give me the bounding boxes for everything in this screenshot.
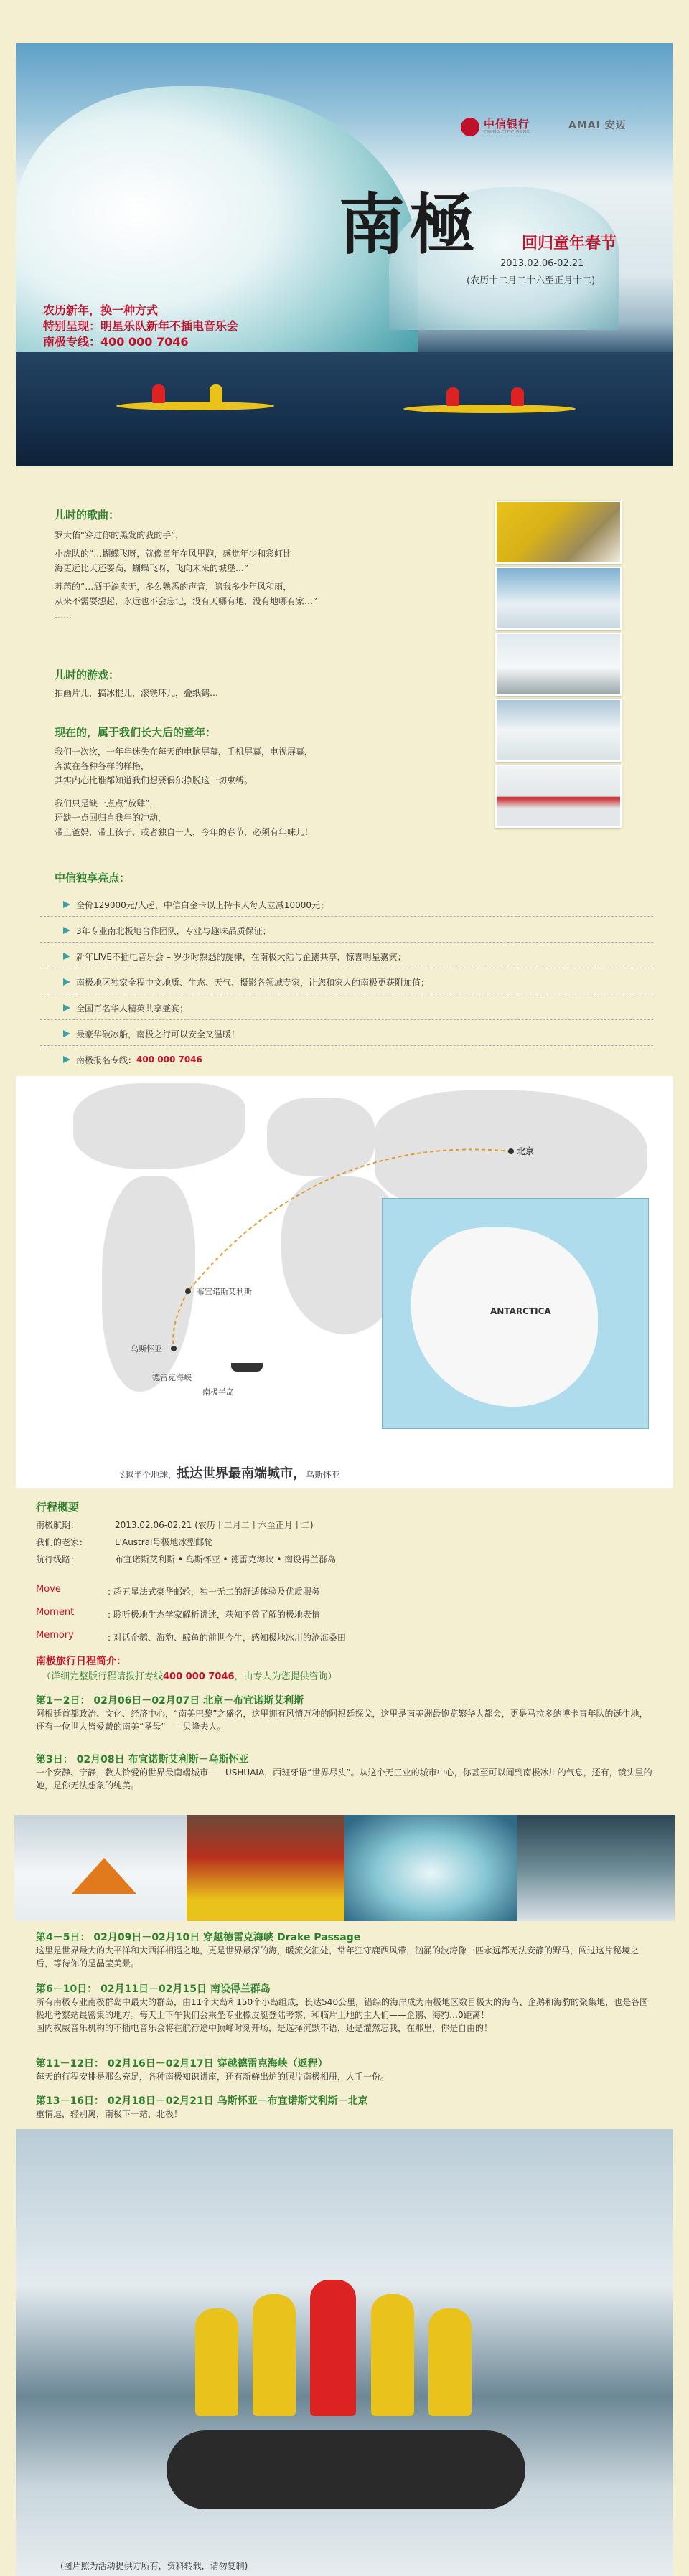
itin-row-label: 航行线路： (36, 1554, 80, 1565)
itin-row-value: L'Austral号极地冰型邮轮 (115, 1537, 213, 1547)
brief-note (42, 1669, 337, 1682)
song-line: 罗大佑“穿过你的黑发的我的手”， (55, 530, 184, 540)
now-line: 其实内心比谁都知道我们想要偶尔挣脱这一切束缚。 (55, 775, 253, 785)
trip-lunar-date: (农历十二月二十六至正月十二) (467, 275, 596, 286)
divider (40, 1045, 653, 1046)
photo-snow-play (495, 699, 622, 762)
highlight-item (63, 971, 429, 993)
map-caption (116, 1463, 340, 1482)
kayaker (152, 384, 165, 403)
theme-value: : 对话企鹅、海豹、鲸鱼的前世今生，感知极地冰川的沧海桑田 (108, 1633, 346, 1643)
tent-icon (72, 1858, 136, 1894)
slogan-1: 农历新年，换一种方式 (43, 303, 159, 317)
antarctica-inset (382, 1198, 649, 1429)
now-line: 奔波在各种各样的样格， (55, 761, 150, 771)
kayak-yellow (116, 402, 274, 410)
page-title: 南極 (339, 186, 480, 263)
game-text: 拍画片儿，搞冰棍儿，滚铁环儿，叠纸鹤… (55, 688, 219, 698)
divider (40, 916, 653, 917)
buenos-dot (185, 1288, 191, 1294)
photo-strip (14, 1815, 675, 1921)
caption-big: 抵达世界最南端城市， (177, 1466, 306, 1481)
bullet-arrow-icon (63, 927, 70, 934)
highlight-text: 全价129000元/人起，中信白金卡以上持卡人每人立减10000元； (76, 900, 329, 910)
bullet-arrow-icon (63, 978, 70, 986)
kayaker (446, 387, 459, 406)
photo-penguins (495, 633, 622, 696)
itin-row-label: 南极航期： (36, 1520, 80, 1530)
zodiac-boat (167, 2430, 525, 2509)
brief-note-1: （详细完整版行程请拨打专线 (42, 1671, 164, 1682)
day-heading: 第13－16日： 02月18日－02月21日 乌斯怀亚－布宜诺斯艾利斯－北京 (36, 2095, 368, 2107)
beijing-dot (508, 1148, 514, 1154)
brief-note-num[interactable]: 400 000 7046 (163, 1671, 235, 1682)
ushuaia-dot (171, 1346, 177, 1351)
antarctica-land (411, 1227, 598, 1407)
trip-date: 2013.02.06-02.21 (500, 258, 584, 269)
photo-caption: (图片照为活动提供方所有，资料转载，请勿复制) (60, 2561, 248, 2571)
day-body: 重情逗，轻别离，南极下一站，北极！ (36, 2109, 183, 2119)
now-heading: 现在的，属于我们长大后的童年： (55, 726, 217, 739)
page-subtitle: 回归童年春节 (522, 235, 617, 253)
hotline-value[interactable]: 400 000 7046 (136, 1055, 202, 1065)
itin-row-label: 我们的老家： (36, 1537, 88, 1547)
kayaker (511, 387, 524, 406)
hotline-label: 南极报名专线： (76, 1055, 137, 1065)
now-line: 我们只是缺一点点“放肆”， (55, 798, 159, 808)
label-ushuaia: 乌斯怀亚 (131, 1344, 162, 1354)
slogan-3-value: 400 000 7046 (100, 335, 189, 349)
photo-tent (14, 1815, 187, 1921)
theme-label: Move (36, 1584, 61, 1595)
label-beijing: 北京 (517, 1146, 535, 1156)
highlights-heading: 中信独享亮点： (55, 872, 131, 884)
hero-slogans (43, 303, 238, 350)
day-body: 这里是世界最大的大平洋和大西洋相遇之地，更是世界最深的海，暖流交汇处，常年狂守鹿西风带，汹涌的波涛像一匹永远都无法安静的野马，闯过这片秘境之后，等待你的是晶莹美景。 (36, 1945, 639, 1968)
citic-logo-icon (461, 118, 479, 136)
itin-row-value: 布宜诺斯艾利斯 • 乌斯怀亚 • 德雷克海峡 • 南设得兰群岛 (115, 1554, 337, 1565)
now-text (55, 745, 485, 839)
day-heading: 第4－5日： 02月09日－02月10日 穿越德雷克海峡 Drake Passage (36, 1932, 361, 1943)
highlight-text: 新年LIVE不插电音乐会 – 岁少时熟悉的旋律，在南极大陆与企鹅共享，惊喜明星嘉宾； (76, 951, 406, 962)
highlight-item (63, 894, 329, 915)
itinerary-heading: 行程概要 (36, 1501, 80, 1514)
slogan-2: 特别呈现：明星乐队新年不插电音乐会 (43, 319, 239, 333)
kayak-yellow (403, 405, 576, 413)
highlight-item (63, 945, 406, 967)
highlight-text: 南极地区独家全程中文地质、生态、天气、摄影各领域专家，让您和家人的南极更获附加值； (76, 977, 430, 988)
now-line: 我们一次次，一年年迷失在每天的电脑屏幕，手机屏幕，电视屏幕， (55, 747, 314, 757)
label-buenos: 布宜诺斯艾利斯 (197, 1287, 252, 1296)
divider (40, 1019, 653, 1020)
itin-row-value: 2013.02.06-02.21 (农历十二月二十六至正月十二) (115, 1520, 314, 1530)
label-antarctica: ANTARCTICA (490, 1306, 551, 1316)
day-body: 每天的行程安排是那么充足，各种南极知识讲座，还有新鲜出炉的照片南极相册，人手一份。 (36, 2072, 390, 2082)
theme-label: Moment (36, 1607, 75, 1618)
bullet-arrow-icon (63, 1056, 70, 1063)
theme-value: : 聆听极地生态学家解析讲述，获知不曾了解的极地表情 (108, 1610, 320, 1620)
photo-tourists (495, 501, 622, 564)
divider (40, 942, 653, 943)
song-line: 苏芮的“…酒干淌卖无，多么熟悉的声音，陪我多少年风和雨， (55, 582, 292, 592)
highlight-text: 全国百名华人精英共享盛宴； (76, 1003, 189, 1014)
game-heading: 儿时的游戏： (55, 669, 120, 681)
song-line: 海更远比天还要高，蝴蝶飞呀，飞向未来的城堡…” (55, 563, 249, 573)
label-peninsula: 南极半岛 (202, 1387, 234, 1397)
day-heading: 第11－12日： 02月16日－02月17日 穿越德雷克海峡（返程） (36, 2058, 328, 2070)
partner-logo: AMAI 安迈 (568, 120, 627, 131)
route-map (16, 1076, 673, 1488)
bullet-arrow-icon (63, 953, 70, 960)
highlight-item (63, 997, 188, 1019)
photo-group (187, 1815, 344, 1921)
ship-icon (231, 1363, 263, 1372)
theme-value: : 超五星法式豪华邮轮，独一无二的舒适体验及优质服务 (108, 1587, 320, 1597)
hero-banner (16, 43, 673, 466)
brief-heading: 南极旅行日程简介： (36, 1656, 126, 1667)
highlight-text: 最豪华破冰船，南极之行可以安全又温暖！ (76, 1029, 240, 1039)
passenger (253, 2294, 296, 2416)
song-line: 从来不需要想起，永远也不会忘记，没有天哪有地，没有地哪有家…” (55, 596, 318, 606)
zodiac-photo (16, 2129, 673, 2576)
song-text (55, 528, 485, 623)
now-line: 带上爸妈，带上孩子，或者独自一人，今年的春节，必须有年味儿！ (55, 827, 314, 837)
passenger (428, 2308, 472, 2416)
bullet-arrow-icon (63, 1004, 70, 1011)
day-body: 所有南极专业南极群岛中最大的群岛，由11个大岛和150个小岛组成，长达540公里，错综的海岸成为南极地区数目极大的海鸟、企鹅和海豹的聚集地，也是各国极地考察站最密集的地方。每天上下午我们会乘坐专业橡皮艇登陆考察，和临片土地的主人们——企鹅、海豹…0距离！ 国内权威音乐机构的不插电音乐会将在航行途中顶峰时刻开场，是选择沉默不语，还是灌然忘我，在那里，你是自由的！ (36, 1997, 649, 2033)
label-drake: 德雷克海峡 (152, 1373, 192, 1382)
passenger (195, 2308, 238, 2416)
song-heading: 儿时的歌曲： (55, 509, 120, 522)
passenger (371, 2294, 414, 2416)
highlight-text: 3年专业南北极地合作团队，专业与趣味品质保证； (76, 925, 271, 936)
bank-name: 中信银行 (484, 118, 530, 131)
song-line: 小虎队的“…蝴蝶飞呀，就像童年在风里跑，感觉年少和彩虹比 (55, 549, 292, 559)
highlight-item (63, 1049, 202, 1070)
brief-note-2: ，由专人为您提供咨询） (234, 1671, 337, 1682)
theme-label: Memory (36, 1630, 74, 1641)
now-line: 还缺一点回归自我年的冲动， (55, 813, 167, 823)
highlight-item (63, 1023, 240, 1044)
slogan-3 (43, 334, 238, 350)
passenger (310, 2280, 356, 2416)
day-body: 阿根廷首都政治、文化、经济中心，“南美巴黎”之盛名，这里拥有风情万种的阿根廷探戈，这里是南美洲最饱览繁华大都会，更是马拉多纳博卡青年队的诞生地，还有一位世人皆爱戴的南美“圣母”——贝隆夫人。 (36, 1709, 648, 1732)
citic-bank-logo (461, 115, 547, 139)
photo-penguin (517, 1815, 675, 1921)
caption-city: 乌斯怀亚 (306, 1470, 341, 1480)
caption-small: 飞越半个地球， (116, 1470, 177, 1480)
slogan-3-label: 南极专线： (43, 335, 101, 349)
day-heading: 第3日： 02月08日 布宜诺斯艾利斯－乌斯怀亚 (36, 1754, 249, 1765)
day-heading: 第1－2日： 02月06日－02月07日 北京－布宜诺斯艾利斯 (36, 1695, 304, 1707)
photo-iceberg (344, 1815, 517, 1921)
bank-name-en: CHINA CITIC BANK (484, 129, 530, 135)
photo-snow-jump (495, 567, 622, 630)
day-body: 一个安静、宁静，教人铃爱的世界最南端城市——USHUAIA，西班牙语“世界尽头”。从这个无工业的城市中心，你甚至可以闻到南极冰川的气息，还有，镜头里的她，是你无法想象的纯美。 (36, 1768, 652, 1791)
photo-snow-slide (495, 765, 622, 828)
song-line: …… (55, 610, 72, 621)
bullet-arrow-icon (63, 901, 70, 908)
highlight-item (63, 920, 271, 941)
bullet-arrow-icon (63, 1030, 70, 1037)
day-heading: 第6－10日： 02月11日－02月15日 南设得兰群岛 (36, 1983, 271, 1995)
kayaker (210, 384, 222, 403)
